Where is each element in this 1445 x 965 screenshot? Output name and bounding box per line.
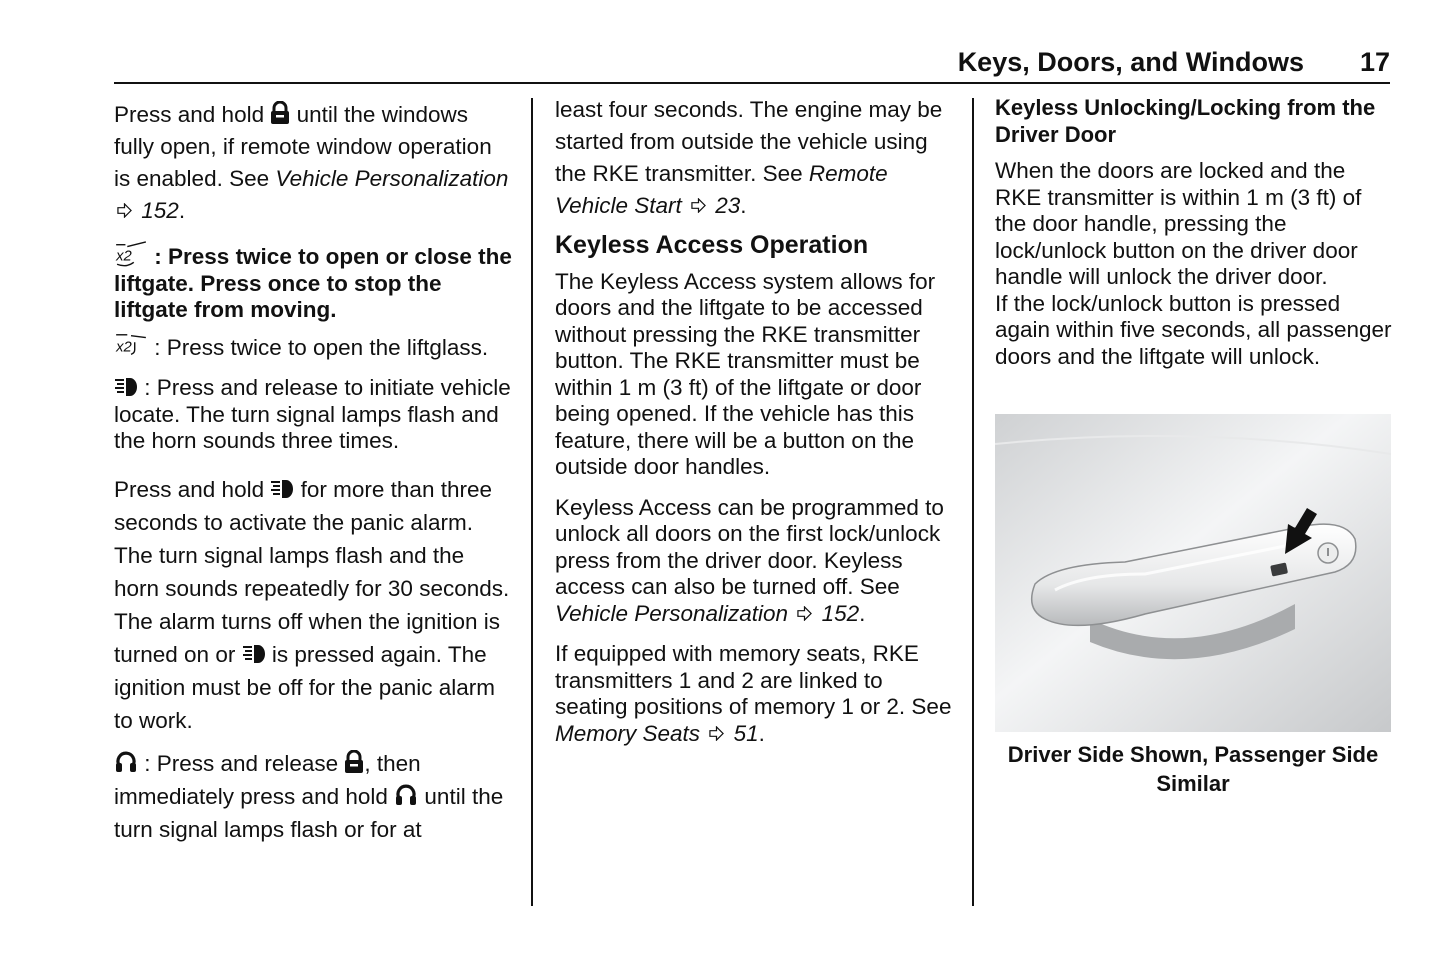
page-reference[interactable]: 23 (715, 193, 741, 218)
paragraph (114, 332, 514, 362)
column-1 (114, 99, 514, 860)
reference-arrow-icon (691, 198, 706, 213)
lock-icon (270, 101, 290, 125)
figure-caption: Driver Side Shown, Passenger Side Similar (1007, 742, 1379, 796)
text: : Press twice to open or close the liftgate. Press once to stop the liftgate from moving. (114, 244, 512, 322)
liftgate-x2-icon (114, 241, 148, 267)
page-title: Keys, Doors, and Windows (957, 47, 1304, 77)
subsection-heading: Keyless Unlocking/Locking from the Driver Door (995, 95, 1376, 147)
vehicle-locate-icon (242, 643, 266, 665)
column-divider (531, 98, 533, 906)
paragraph: If the lock/unlock button is pressed again within five seconds, all passenger doors and the liftgate will unlock. (995, 290, 1392, 369)
text: until the windows fully open, if remote window operation is enabled. See (114, 102, 492, 191)
cross-reference[interactable]: Vehicle Personalization (555, 600, 789, 626)
paragraph: Press and hold until the windows fully open, if remote window operation is enabled. See Vehicle Personalization 152. (114, 102, 509, 223)
column-2 (555, 94, 955, 761)
reference-arrow-icon (117, 203, 132, 218)
page-reference[interactable]: 152 (821, 600, 860, 626)
text: Press and hold (114, 476, 265, 502)
text: for more than three seconds to activate the panic alarm. The turn signal lamps flash and the horn sounds repeatedly for 30 seconds. The alarm turns off when the ignition is turned on or (114, 476, 510, 667)
paragraph (114, 241, 514, 324)
vehicle-locate-icon (270, 478, 294, 500)
remote-start-icon (394, 783, 418, 807)
lock-icon (344, 750, 364, 774)
cross-reference[interactable]: Remote Vehicle Start (555, 161, 888, 218)
liftglass-x2-icon (114, 332, 148, 358)
section-heading: Keyless Access Operation (555, 231, 869, 259)
page-number: 17 (1359, 47, 1390, 77)
paragraph: The Keyless Access system allows for doors and the liftgate to be accessed without pressing the RKE transmitter button. The RKE transmitter must be within 1 m (3 ft) of the liftgate or door being opened. If the vehicle has this feature, there will be a button on the outside door handles. (555, 268, 936, 479)
paragraph (114, 747, 514, 846)
column-divider (972, 98, 974, 906)
text: least four seconds. The engine may be started from outside the vehicle using the RKE transmitter. See (555, 97, 943, 186)
reference-arrow-icon (797, 606, 812, 621)
paragraph: If equipped with memory seats, RKE transmitters 1 and 2 are linked to seating positions of memory 1 or 2. See Memory Seats 51. (555, 641, 952, 746)
paragraph (114, 375, 514, 455)
text: , then immediately press and hold (114, 750, 421, 809)
page-header (114, 40, 1390, 84)
paragraph: Keyless Access can be programmed to unlock all doors on the first lock/unlock press from the driver door. Keyless access can also be turned off. See Vehicle Personalization 152. (555, 494, 944, 626)
text: : Press and release (144, 750, 339, 776)
text: is pressed again. The ignition must be off for the panic alarm to work. (114, 641, 496, 733)
text: : Press and release to initiate vehicle locate. The turn signal lamps flash and the horn sounds three times. (114, 375, 511, 453)
remote-start-icon (114, 750, 138, 774)
text: If equipped with memory seats, RKE transmitters 1 and 2 are linked to seating positions of memory 1 or 2. See (555, 641, 952, 719)
paragraph: least four seconds. The engine may be started from outside the vehicle using the RKE transmitter. See Remote Vehicle Start 23. (555, 97, 943, 218)
text: Press and hold (114, 102, 265, 127)
text: : Press twice to open the liftglass. (154, 334, 489, 360)
reference-arrow-icon (709, 726, 724, 741)
text: until the turn signal lamps flash or for at (114, 783, 504, 842)
cross-reference[interactable]: Memory Seats (555, 720, 701, 746)
paragraph (114, 473, 514, 737)
page-reference[interactable]: 152 (141, 198, 179, 223)
cross-reference[interactable]: Vehicle Personalization (275, 166, 509, 191)
text: Keyless Access can be programmed to unlock all doors on the first lock/unlock press from the driver door. Keyless access can also be turned off. See (555, 494, 944, 599)
column-3 (995, 94, 1395, 384)
page-reference[interactable]: 51 (733, 720, 759, 746)
vehicle-locate-icon (114, 376, 138, 398)
paragraph: When the doors are locked and the RKE transmitter is within 1 m (3 ft) of the door handle, pressing the lock/unlock button on the driver door handle will unlock the driver door. (995, 158, 1362, 289)
door-handle-figure (995, 414, 1391, 732)
